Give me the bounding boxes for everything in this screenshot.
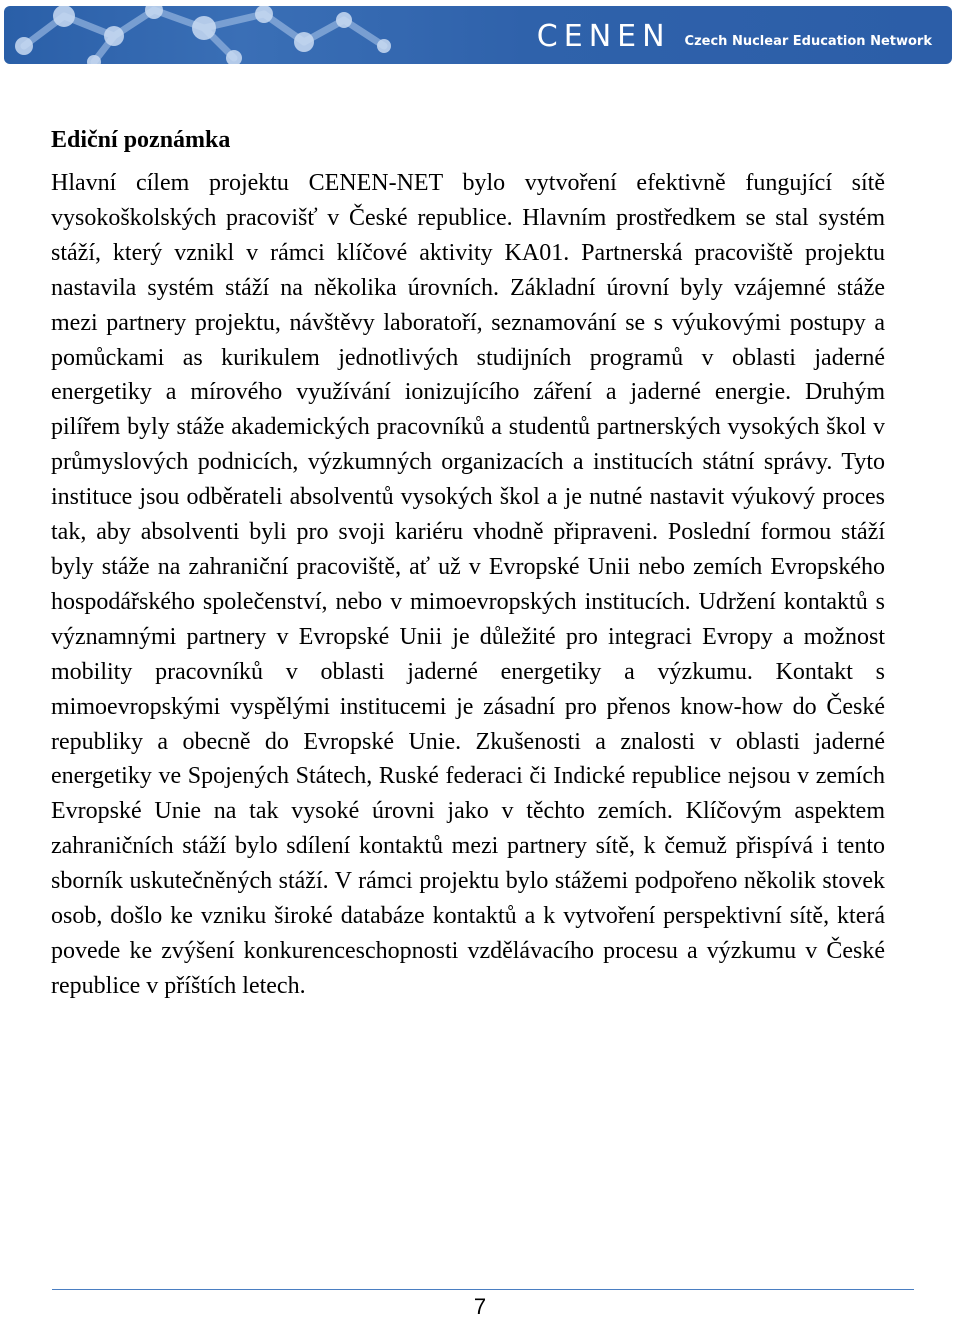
header-banner bbox=[4, 6, 952, 64]
footer-rule bbox=[52, 1289, 914, 1290]
brand-name: CENEN bbox=[536, 19, 671, 54]
brand-logo bbox=[536, 19, 932, 54]
main-content bbox=[51, 122, 885, 1004]
brand-tagline: Czech Nuclear Education Network bbox=[684, 34, 932, 49]
section-heading: Ediční poznámka bbox=[51, 127, 231, 153]
page-number: 7 bbox=[473, 1294, 487, 1319]
molecule-graphic bbox=[4, 6, 424, 64]
body-paragraph: Hlavní cílem projektu CENEN-NET bylo vytvoření efektivně fungující sítě vysokoškolských pracovišť v České republice. Hlavním prostředkem se stal systém stáží, který vznikl v rámci klíčové aktivity KA01. Partnerská pracoviště projektu nastavila systém stáží na několika úrovních. Základní úrovní byly vzájemné stáže mezi partnery projektu, návštěvy laboratoří, seznamování se s výukovými postupy a pomůckami as kurikulem jednotlivých studijních programů v oblasti jaderné energetiky a mírového využívání ionizujícího záření a jaderné energie. Druhým pilířem byly stáže akademických pracovníků a studentů partnerských vysokých škol v průmyslových podnicích, výzkumných organizacích a institucích státní správy. Tyto instituce jsou odběrateli absolventů vysokých škol a je nutné nastavit výukový proces tak, aby absolventi byli pro svoji kariéru vhodně připraveni. Poslední formou stáží byly stáže na zahraniční pracoviště, ať už v Evropské Unii nebo zemích Evropského hospodářského společenství, nebo v mimoevropských institucích. Udržení kontaktů s významnými partnery v Evropské Unii je důležité pro integraci Evropy a možnost mobility pracovníků v oblasti jaderné energetiky a výzkumu. Kontakt s mimoevropskými vyspělými institucemi je zásadní pro přenos know-how do České republiky a obecně do Evropské Unie. Zkušenosti a znalosti v oblasti jaderné energetiky ve Spojených Státech, Ruské federaci či Indické republice nejsou v zemích Evropské Unie na tak vysoké úrovni jako v těchto zemích. Klíčovým aspektem zahraničních stáží bylo sdílení kontaktů mezi partnery sítě, k čemuž přispívá i tento sborník uskutečněných stáží. V rámci projektu bylo stážemi podpořeno několik stovek osob, došlo ke vzniku široké databáze kontaktů a k vytvoření perspektivní sítě, která povede ke zvýšení konkurenceschopnosti vzdělávacího procesu a výzkumu v České republice v příštích letech. bbox=[51, 170, 885, 999]
